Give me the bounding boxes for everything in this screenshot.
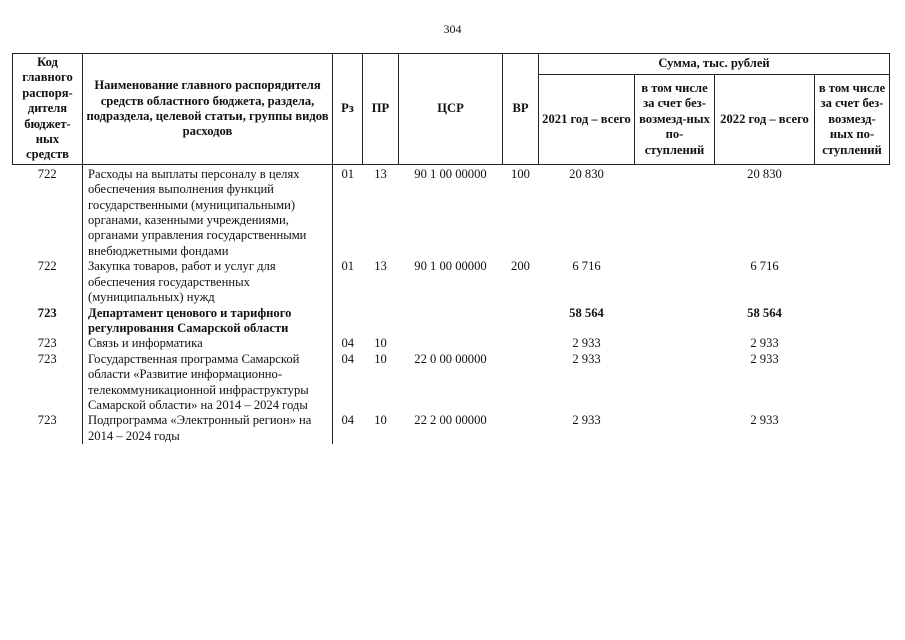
row-gratuitous-2022 <box>815 259 890 305</box>
header-sum-group: Сумма, тыс. рублей <box>539 54 890 75</box>
table-row <box>13 352 890 414</box>
page-number: 304 <box>443 22 462 36</box>
header-code: Код главного распоря-дителя бюджет-ных средств <box>13 54 83 165</box>
row-sum-2022: 20 830 <box>747 166 782 181</box>
table-row <box>13 259 890 305</box>
row-gratuitous-2022 <box>815 413 890 444</box>
row-vr <box>503 336 539 351</box>
table-header <box>13 54 890 165</box>
row-code: 723 <box>37 351 57 366</box>
row-sum-2021: 2 933 <box>572 336 601 351</box>
row-csr: 22 0 00 00000 <box>414 351 487 366</box>
row-sum-2022: 6 716 <box>750 259 779 274</box>
row-code: 723 <box>37 336 57 351</box>
row-gratuitous-2021 <box>635 413 715 444</box>
row-vr: 100 <box>511 166 530 181</box>
row-code: 722 <box>37 166 57 181</box>
row-sum-2022: 2 933 <box>750 413 779 428</box>
table-body <box>13 164 890 444</box>
row-gratuitous-2021 <box>635 164 715 259</box>
header-2021-total: 2021 год – всего <box>539 75 635 165</box>
row-code: 723 <box>37 305 57 320</box>
row-name: Подпрограмма «Электронный регион» на 2014 – 2024 годы <box>83 413 333 444</box>
row-pr: 10 <box>374 351 387 366</box>
header-vr: ВР <box>503 54 539 165</box>
row-gratuitous-2021 <box>635 352 715 414</box>
row-vr <box>503 306 539 337</box>
row-sum-2022: 58 564 <box>747 305 782 320</box>
row-pr: 10 <box>374 413 387 428</box>
row-csr <box>399 306 503 337</box>
table-row <box>13 336 890 351</box>
row-pr: 13 <box>374 166 387 181</box>
row-gratuitous-2022 <box>815 352 890 414</box>
row-gratuitous-2022 <box>815 336 890 351</box>
row-vr: 200 <box>511 259 530 274</box>
table-row <box>13 413 890 444</box>
row-csr: 22 2 00 00000 <box>414 413 487 428</box>
row-rz: 01 <box>341 166 355 181</box>
row-rz <box>333 306 363 337</box>
row-csr <box>399 336 503 351</box>
row-sum-2022: 2 933 <box>750 351 779 366</box>
row-name: Расходы на выплаты персоналу в целях обеспечения выполнения функций государственными (муниципальными) органами, казенными учреждениями, органами управления государственными внебюджетными фондами <box>83 164 333 259</box>
row-rz: 01 <box>341 259 355 274</box>
header-2022-gratuitous: в том числе за счет без-возмезд-ных по-ступлений <box>815 75 890 165</box>
row-name: Связь и информатика <box>83 336 333 351</box>
row-code: 722 <box>37 259 57 274</box>
row-rz: 04 <box>341 336 355 351</box>
row-code: 723 <box>37 413 57 428</box>
row-csr: 90 1 00 00000 <box>414 259 487 274</box>
row-sum-2021: 2 933 <box>572 351 601 366</box>
row-rz: 04 <box>341 413 355 428</box>
row-rz: 04 <box>341 351 355 366</box>
row-gratuitous-2021 <box>635 306 715 337</box>
row-gratuitous-2021 <box>635 259 715 305</box>
header-csr: ЦСР <box>399 54 503 165</box>
row-sum-2021: 6 716 <box>572 259 601 274</box>
row-sum-2022: 2 933 <box>750 336 779 351</box>
row-gratuitous-2022 <box>815 164 890 259</box>
header-pr: ПР <box>363 54 399 165</box>
table-row <box>13 164 890 259</box>
row-vr <box>503 413 539 444</box>
row-pr: 10 <box>374 336 387 351</box>
header-2022-total: 2022 год – всего <box>715 75 815 165</box>
header-2021-gratuitous: в том числе за счет без-возмезд-ных по-ступлений <box>635 75 715 165</box>
row-sum-2021: 58 564 <box>569 305 604 320</box>
header-name: Наименование главного распорядителя средств областного бюджета, раздела, подраздела, целевой статьи, группы видов расходов <box>83 54 333 165</box>
row-gratuitous-2022 <box>815 306 890 337</box>
row-sum-2021: 2 933 <box>572 413 601 428</box>
row-csr: 90 1 00 00000 <box>414 166 487 181</box>
row-pr <box>363 306 399 337</box>
header-rz: Рз <box>333 54 363 165</box>
row-vr <box>503 352 539 414</box>
row-pr: 13 <box>374 259 387 274</box>
row-name: Закупка товаров, работ и услуг для обеспечения государственных (муниципальных) нужд <box>83 259 333 305</box>
row-gratuitous-2021 <box>635 336 715 351</box>
row-name: Государственная программа Самарской области «Развитие информационно-телекоммуникационной инфраструктуры Самарской области» на 2014 – 2024 годы <box>83 352 333 414</box>
table-row <box>13 306 890 337</box>
row-sum-2021: 20 830 <box>569 166 604 181</box>
row-name: Департамент ценового и тарифного регулирования Самарской области <box>83 306 333 337</box>
budget-table <box>12 53 890 444</box>
